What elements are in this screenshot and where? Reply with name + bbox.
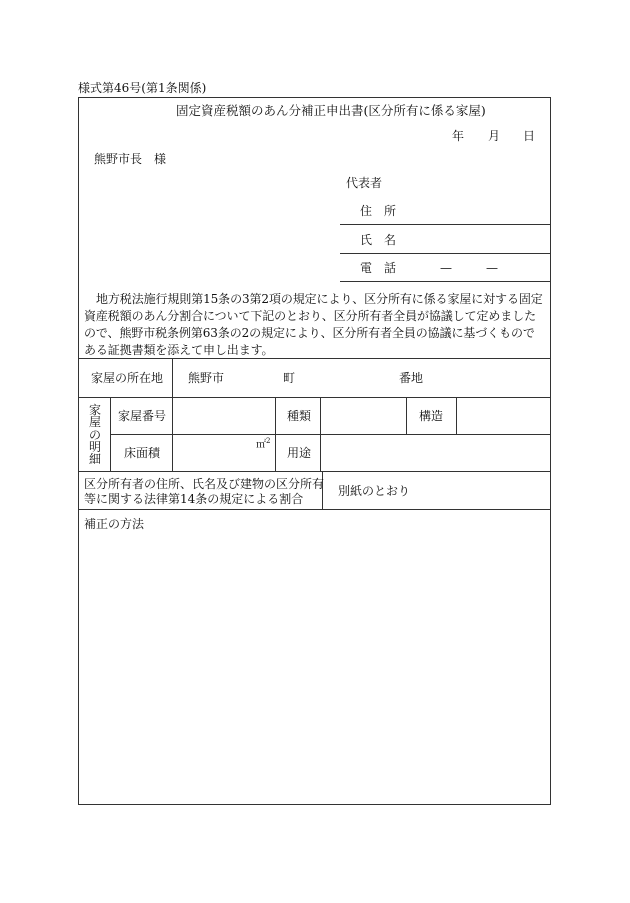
form-number: 様式第46号(第1条関係) — [78, 81, 207, 95]
area-unit-superscript: 2 — [266, 437, 271, 445]
declaration-text: 地方税法施行規則第15条の3第2項の規定により、区分所有に係る家屋に対する固定資産税額のあん分割合について下記のとおり、区分所有者全員が協議して定めましたので、熊野市税条例第63条の2の規定により、区分所有者全員の協議に基づくものである証拠書類を添えて申し出ます。 — [84, 292, 543, 357]
date-day-label: 日 — [523, 129, 536, 143]
type-label: 種類 — [287, 409, 312, 423]
details-col-divider-5 — [456, 397, 457, 434]
details-col-divider-4 — [406, 397, 407, 434]
location-bottom-line — [78, 397, 551, 398]
addressee: 熊野市長 様 — [94, 152, 167, 166]
ratio-label: 区分所有者の住所、氏名及び建物の区分所有等に関する法律第14条の規定による割合 — [84, 477, 325, 506]
area-unit — [256, 438, 270, 450]
location-city: 熊野市 — [188, 371, 225, 385]
representative-heading: 代表者 — [346, 176, 383, 190]
phone-label: 電 話 — [360, 261, 397, 275]
details-bottom-line — [78, 471, 551, 472]
floor-area-label: 床面積 — [124, 446, 161, 460]
house-number-label: 家屋番号 — [118, 409, 167, 423]
area-unit-symbol: ㎡ — [256, 439, 266, 451]
name-line — [340, 253, 551, 254]
form-title: 固定資産税額のあん分補正申出書(区分所有に係る家屋) — [176, 103, 486, 118]
name-label: 氏 名 — [360, 233, 397, 247]
phone-line — [340, 281, 551, 282]
phone-dash-2: — — [486, 261, 498, 275]
details-col-divider-3 — [320, 397, 321, 471]
details-col-divider-1 — [172, 397, 173, 471]
location-label: 家屋の所在地 — [91, 371, 164, 385]
location-lot: 番地 — [399, 371, 424, 385]
ratio-value: 別紙のとおり — [338, 484, 411, 498]
details-middle-line — [110, 434, 551, 435]
structure-label: 構造 — [419, 409, 444, 423]
table-top-line — [78, 358, 551, 359]
ratio-bottom-line — [78, 509, 551, 510]
address-line — [340, 224, 551, 225]
details-label: 家屋の明細 — [88, 403, 101, 467]
correction-method-label: 補正の方法 — [84, 517, 145, 531]
usage-label: 用途 — [287, 446, 312, 460]
phone-dash-1: — — [440, 261, 452, 275]
location-divider — [172, 358, 173, 397]
date-month-label: 月 — [488, 129, 501, 143]
address-label: 住 所 — [360, 204, 397, 218]
details-label-divider — [110, 397, 111, 471]
date-year-label: 年 — [452, 129, 465, 143]
details-col-divider-2 — [275, 397, 276, 471]
location-town: 町 — [283, 371, 296, 385]
